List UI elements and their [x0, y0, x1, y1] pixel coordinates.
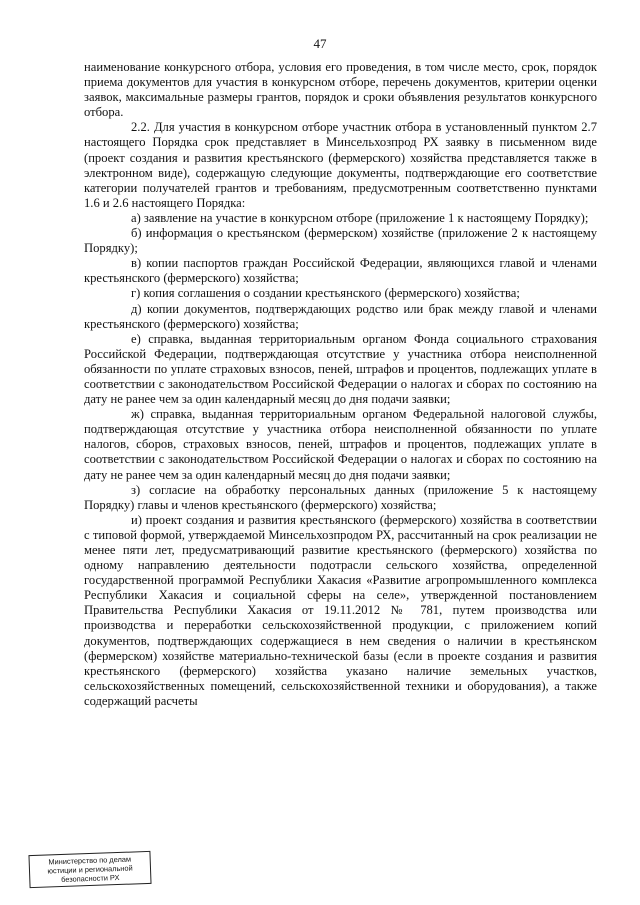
paragraph: 2.2. Для участия в конкурсном отборе участник отбора в установленный пунктом 2.7 настоящего Порядка срок представляет в Минсельхозпрод РХ заявку в письменном виде (проект создания и развития крестьянского (фермерского) хозяйства представляется также в электронном виде), содержащую следующие документы, подтверждающие его соответствие категории получателей грантов и требованиям, предусмотренным соответственно пунктами 1.6 и 2.6 настоящего Порядка: [84, 120, 597, 210]
list-item: в) копии паспортов граждан Российской Федерации, являющихся главой и членами крестьянского (фермерского) хозяйства; [84, 256, 597, 286]
paragraph: наименование конкурсного отбора, условия его проведения, в том числе место, срок, порядок приема документов для участия в конкурсном отборе, перечень документов, критерии оценки заявок, максимальные размеры грантов, порядок и сроки объявления результатов конкурсного отбора. [84, 60, 597, 120]
list-item: г) копия соглашения о создании крестьянского (фермерского) хозяйства; [131, 286, 520, 301]
list-item: д) копии документов, подтверждающих родство или брак между главой и членами крестьянского (фермерского) хозяйства; [84, 301, 597, 331]
registration-stamp [28, 851, 151, 888]
list-item: з) согласие на обработку персональных данных (приложение 5 к настоящему Порядку) главы и членов крестьянского (фермерского) хозяйства; [84, 482, 597, 512]
list-item: ж) справка, выданная территориальным органом Федеральной налоговой службы, подтверждающая отсутствие у участника отбора неисполненной обязанности по уплате налогов, сборов, страховых взносов, пеней, штрафов и процентов, подлежащих уплате в соответствии с законодательством Российской Федерации о налогах и сборах по состоянию на дату не ранее чем за один календарный месяц до дня подачи заявки; [84, 407, 597, 482]
list-item: е) справка, выданная территориальным органом Фонда социального страхования Российской Федерации, подтверждающая отсутствие у участника отбора неисполненной обязанности по уплате страховых взносов, пеней, штрафов и процентов, подлежащих уплате в соответствии с законодательством Российской Федерации о налогах и сборах по состоянию на дату не ранее чем за один календарный месяц до дня подачи заявки; [84, 331, 597, 407]
page-number: 47 [313, 36, 327, 51]
stamp-line: Министерство по делам [48, 854, 132, 867]
list-item: а) заявление на участие в конкурсном отборе (приложение 1 к настоящему Порядку); [131, 210, 589, 225]
document-body [84, 60, 597, 709]
list-item: б) информация о крестьянском (фермерском) хозяйстве (приложение 2 к настоящему Порядку); [84, 226, 597, 256]
stamp-line: безопасности РХ [61, 872, 120, 885]
list-item: и) проект создания и развития крестьянского (фермерского) хозяйства в соответствии с типовой формой, утверждаемой Минсельхозпродом РХ, рассчитанный на срок реализации не менее пяти лет, предусматривающий развитие крестьянского (фермерского) хозяйства по одному направлению деятельности подотрасли сельского хозяйства, определенной государственной программой Республики Хакасия «Развитие агропромышленного комплекса Республики Хакасия и социальной сферы на селе», утвержденной постановлением Правительства Республики Хакасия от 19.11.2012 № 781, путем производства или производства и переработки сельскохозяйственной продукции, с приложением копий документов, подтверждающих содержащиеся в нем сведения о наличии в крестьянском (фермерском) хозяйстве материально-технической базы (если в проекте создания и развития крестьянского (фермерского) хозяйства указано наличие земельных участков, сельскохозяйственных помещений, сельскохозяйственной техники и оборудования), а также содержащий расчеты [84, 512, 597, 708]
stamp-line: юстиции и региональной [47, 863, 133, 876]
